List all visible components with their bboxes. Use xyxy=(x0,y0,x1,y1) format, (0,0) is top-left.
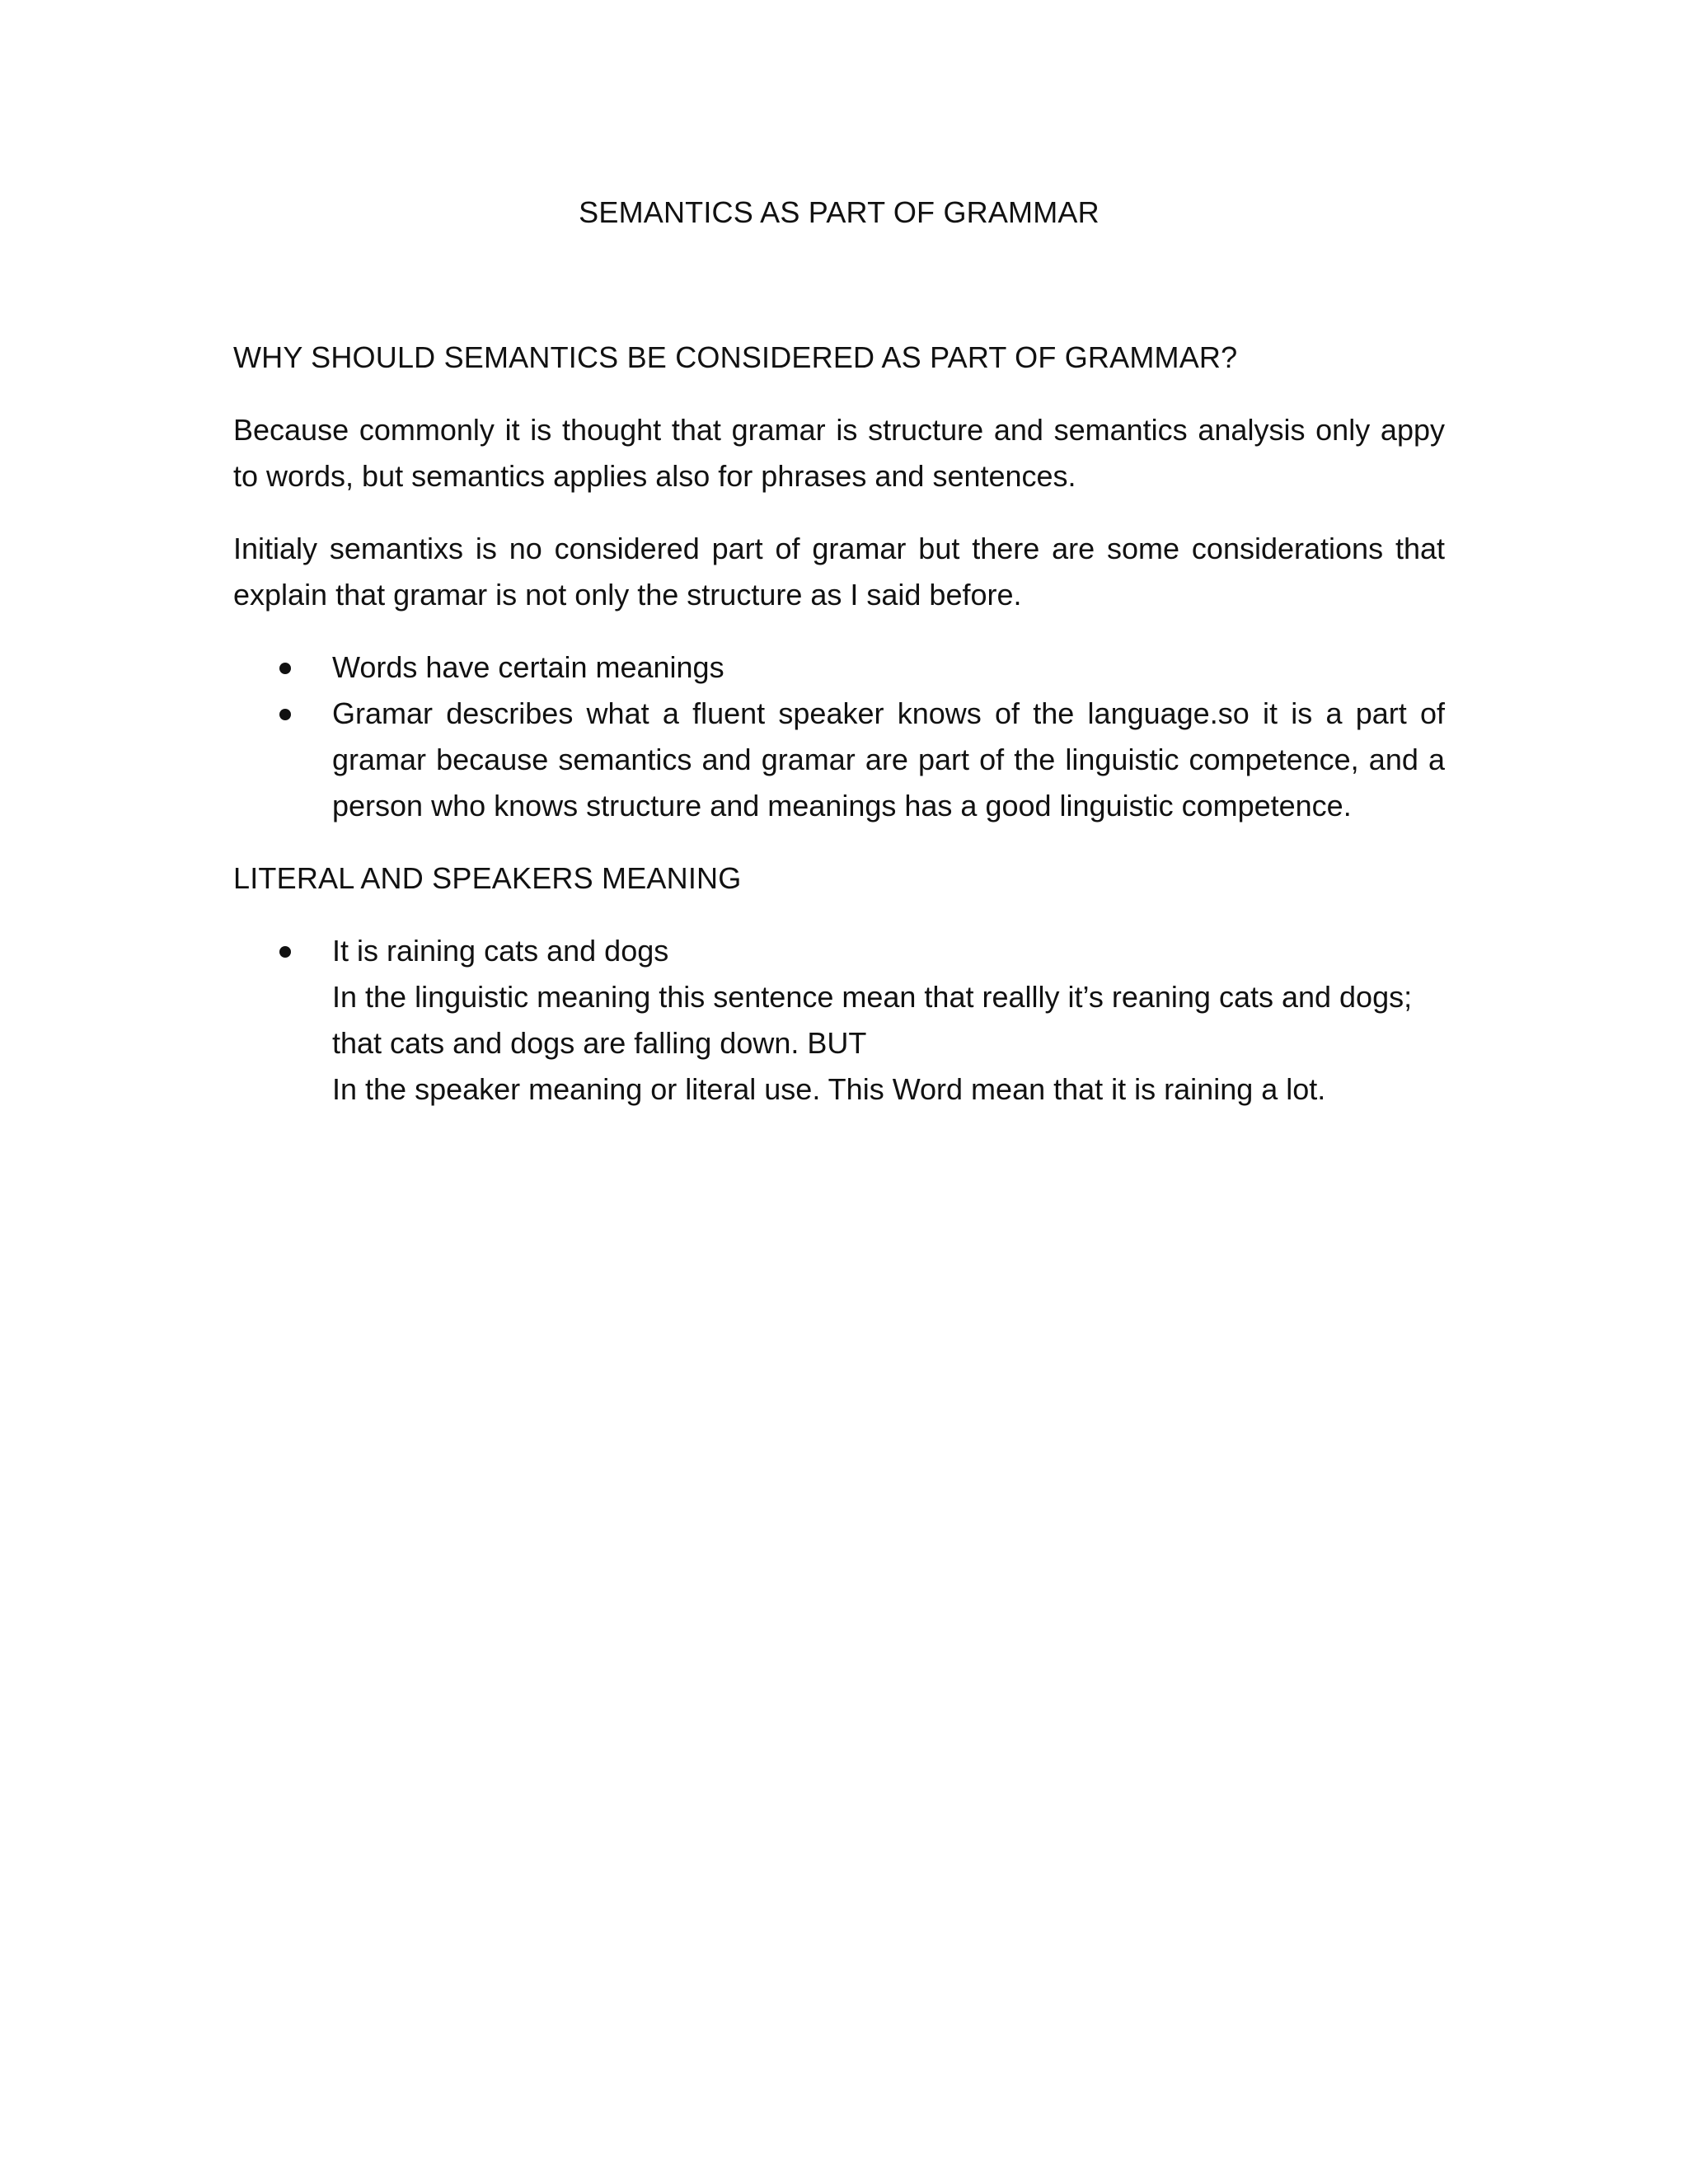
list-item-title: It is raining cats and dogs xyxy=(332,934,669,968)
bullet-list-2 xyxy=(233,928,1445,1113)
paragraph-2: Initialy semantixs is no considered part of gramar but there are some considerations that explain that gramar is not only the structure as I said before. xyxy=(233,532,1445,612)
list-item xyxy=(332,691,1445,829)
bullet-list-1 xyxy=(233,644,1445,829)
bullet-icon xyxy=(279,663,291,674)
document-title: SEMANTICS AS PART OF GRAMMAR xyxy=(579,195,1100,229)
list-item xyxy=(332,644,1445,691)
bullet-icon xyxy=(279,946,291,958)
bullet-icon xyxy=(279,709,291,720)
list-item-line-linguistic: In the linguistic meaning this sentence mean that reallly it’s reaning cats and dogs; that cats and dogs are falling down. BUT xyxy=(332,980,1413,1060)
document-content xyxy=(233,190,1445,1139)
list-item-line-speaker: In the speaker meaning or literal use. This Word mean that it is raining a lot. xyxy=(332,1072,1326,1106)
section-heading-why: WHY SHOULD SEMANTICS BE CONSIDERED AS PART OF GRAMMAR? xyxy=(233,340,1238,374)
list-item xyxy=(332,928,1445,1113)
section-heading-literal: LITERAL AND SPEAKERS MEANING xyxy=(233,861,742,895)
list-item-text: Words have certain meanings xyxy=(332,650,724,684)
paragraph-1: Because commonly it is thought that gramar is structure and semantics analysis only appy to words, but semantics applies also for phrases and sentences. xyxy=(233,413,1445,493)
list-item-text: Gramar describes what a fluent speaker knows of the language.so it is a part of gramar because semantics and gramar are part of the linguistic competence, and a person who knows structure and meanings has a good linguistic competence. xyxy=(332,696,1445,823)
